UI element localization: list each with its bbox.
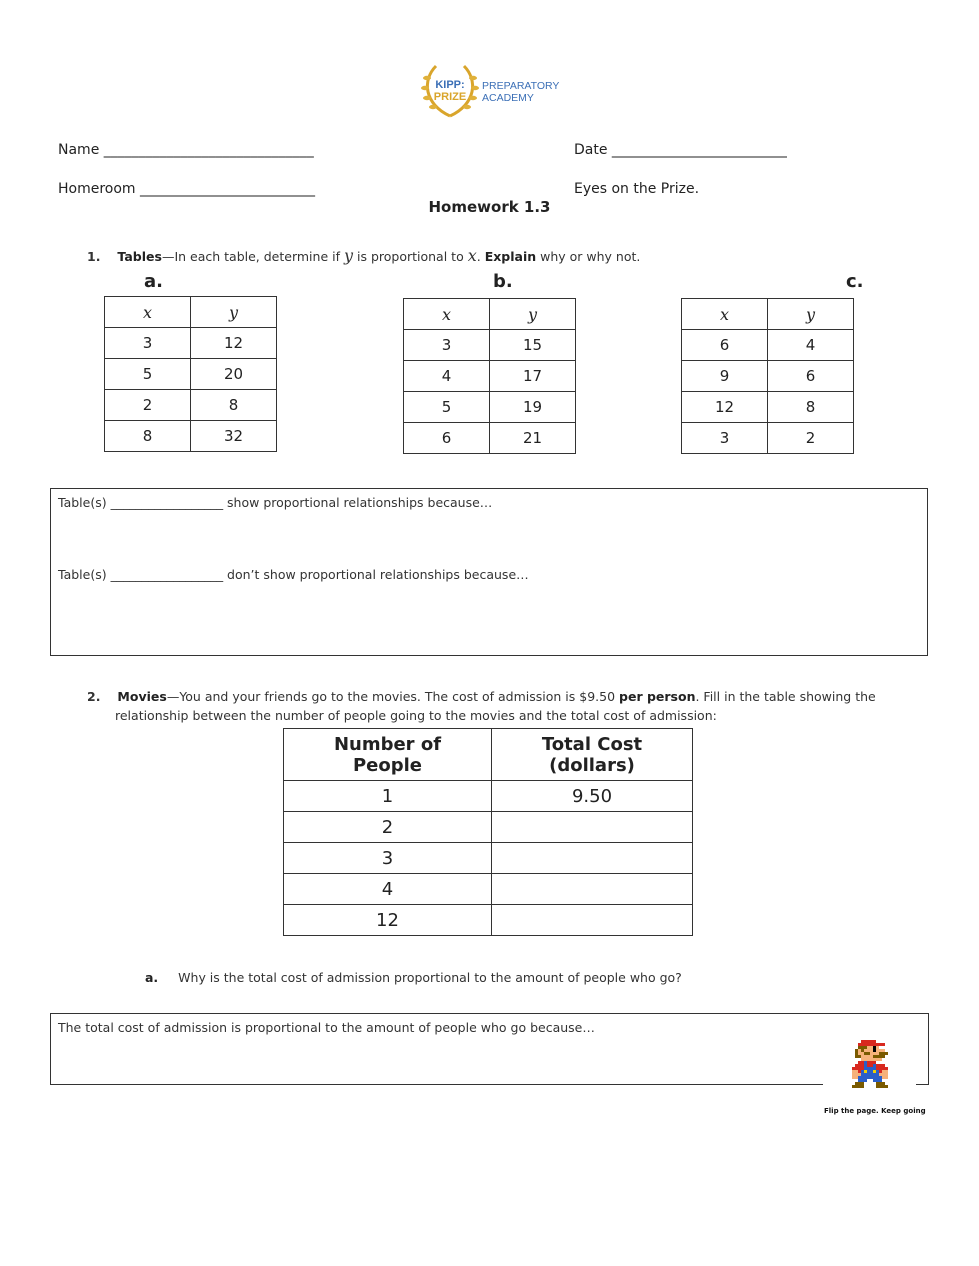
line1-suffix: show proportional relationships because…	[227, 495, 493, 510]
table-a	[104, 296, 277, 452]
table-a-label: a.	[144, 271, 163, 292]
table-row	[105, 421, 277, 452]
question-1	[87, 246, 640, 266]
question-1-number: 1.	[87, 249, 101, 264]
cell-x: 4	[404, 361, 490, 392]
question-1-text-end: why or why not.	[536, 249, 641, 264]
line1-prefix: Table(s)	[58, 495, 107, 510]
sub-question-a	[145, 968, 682, 987]
cell-x: 5	[404, 392, 490, 423]
question-2-text: —You and your friends go to the movies. The cost of admission is $9.50	[166, 689, 620, 704]
logo-line3: PREPARATORY	[482, 80, 560, 92]
date-field[interactable]: Date _________________________	[574, 142, 787, 158]
table-row	[284, 843, 693, 874]
cell-y: 8	[191, 390, 277, 421]
table-row	[404, 330, 576, 361]
var-x: x	[467, 246, 477, 265]
table-c-label: c.	[846, 271, 864, 292]
question-2-heading: Movies	[117, 689, 167, 704]
line2-prefix: Table(s)	[58, 567, 107, 582]
q2-answer-box-bottom-right	[916, 1084, 928, 1085]
table-row	[284, 812, 693, 843]
not-proportional-line[interactable]: Table(s) __________________ don’t show proportional relationships because…	[58, 567, 529, 582]
question-2-line2: relationship between the number of people going to the movies and the total cost of admission:	[115, 708, 717, 723]
question-1-text-mid: is proportional to	[353, 249, 468, 264]
people-cell: 1	[284, 781, 492, 812]
header-x: x	[105, 297, 191, 328]
cell-y: 6	[768, 361, 854, 392]
date-label: Date	[574, 142, 608, 158]
cost-cell[interactable]	[492, 843, 693, 874]
per-person: per person	[619, 689, 696, 704]
cell-x: 3	[404, 330, 490, 361]
table-row	[404, 423, 576, 454]
table-header-row	[682, 299, 854, 330]
people-cell: 2	[284, 812, 492, 843]
explain-word: Explain	[484, 249, 537, 264]
table-row	[404, 392, 576, 423]
motto: Eyes on the Prize.	[574, 181, 700, 197]
cell-y: 8	[768, 392, 854, 423]
cost-cell[interactable]	[492, 905, 693, 936]
question-1-text: —In each table, determine if	[161, 249, 344, 264]
name-field[interactable]: Name ______________________________	[58, 142, 314, 158]
page-title: Homework 1.3	[428, 198, 551, 216]
question-1-text-after: .	[476, 249, 485, 264]
table-row	[682, 361, 854, 392]
cell-y: 15	[490, 330, 576, 361]
var-y: y	[343, 246, 354, 265]
cell-x: 3	[105, 328, 191, 359]
header-y: y	[768, 299, 854, 330]
table-row	[105, 390, 277, 421]
cell-y: 21	[490, 423, 576, 454]
homeroom-field[interactable]: Homeroom _________________________	[58, 181, 316, 197]
cell-y: 2	[768, 423, 854, 454]
table-c	[681, 298, 854, 454]
header-x: x	[682, 299, 768, 330]
line2-suffix: don’t show proportional relationships because…	[227, 567, 529, 582]
school-logo	[418, 58, 560, 122]
cell-y: 19	[490, 392, 576, 423]
q2-answer-box-bottom	[50, 1084, 823, 1085]
cost-cell[interactable]	[492, 874, 693, 905]
header-col2-line1: Total Cost	[541, 733, 643, 755]
name-label: Name	[58, 142, 100, 158]
flip-page-note: Flip the page. Keep going	[824, 1107, 926, 1115]
header-col1-line2: People	[352, 754, 423, 776]
question-2-number: 2.	[87, 689, 101, 704]
table-b-label: b.	[493, 271, 513, 292]
header-col1-line1: Number of	[333, 733, 442, 755]
cell-y: 32	[191, 421, 277, 452]
header-x: x	[404, 299, 490, 330]
cell-x: 12	[682, 392, 768, 423]
table-header-row	[404, 299, 576, 330]
cell-x: 5	[105, 359, 191, 390]
question-1-heading: Tables	[117, 249, 162, 264]
table-row	[682, 423, 854, 454]
question-2-text-after: . Fill in the table showing the	[695, 689, 876, 704]
table-header-row	[284, 729, 693, 781]
logo-line2: PRIZE	[433, 91, 467, 103]
cost-cell[interactable]	[492, 812, 693, 843]
homeroom-label: Homeroom	[58, 181, 136, 197]
cell-x: 6	[404, 423, 490, 454]
cell-x: 9	[682, 361, 768, 392]
cost-cell[interactable]: 9.50	[492, 781, 693, 812]
logo-line1: KIPP:	[435, 79, 465, 91]
cell-y: 17	[490, 361, 576, 392]
table-row	[682, 392, 854, 423]
cell-y: 20	[191, 359, 277, 390]
table-row	[284, 905, 693, 936]
movies-table	[283, 728, 693, 936]
cell-y: 4	[768, 330, 854, 361]
proportional-line[interactable]: Table(s) __________________ show proportional relationships because…	[58, 495, 493, 510]
cell-x: 6	[682, 330, 768, 361]
table-row	[105, 359, 277, 390]
question-2	[87, 687, 917, 725]
table-b	[403, 298, 576, 454]
header-total-cost	[492, 729, 693, 781]
header-y: y	[191, 297, 277, 328]
header-col2-line2: (dollars)	[549, 754, 635, 776]
mario-icon	[846, 1040, 894, 1088]
q2-answer-prompt: The total cost of admission is proportional to the amount of people who go because…	[58, 1020, 595, 1035]
logo-line4: ACADEMY	[482, 92, 534, 104]
people-cell: 12	[284, 905, 492, 936]
cell-y: 12	[191, 328, 277, 359]
cell-x: 3	[682, 423, 768, 454]
people-cell: 3	[284, 843, 492, 874]
table-row	[105, 328, 277, 359]
table-row	[682, 330, 854, 361]
cell-x: 2	[105, 390, 191, 421]
table-row	[284, 781, 693, 812]
people-cell: 4	[284, 874, 492, 905]
header-y: y	[490, 299, 576, 330]
table-row	[404, 361, 576, 392]
table-header-row	[105, 297, 277, 328]
header-number-of-people	[284, 729, 492, 781]
sub-question-a-label: a.	[145, 970, 159, 985]
cell-x: 8	[105, 421, 191, 452]
table-row	[284, 874, 693, 905]
sub-question-a-text: Why is the total cost of admission proportional to the amount of people who go?	[178, 970, 682, 985]
